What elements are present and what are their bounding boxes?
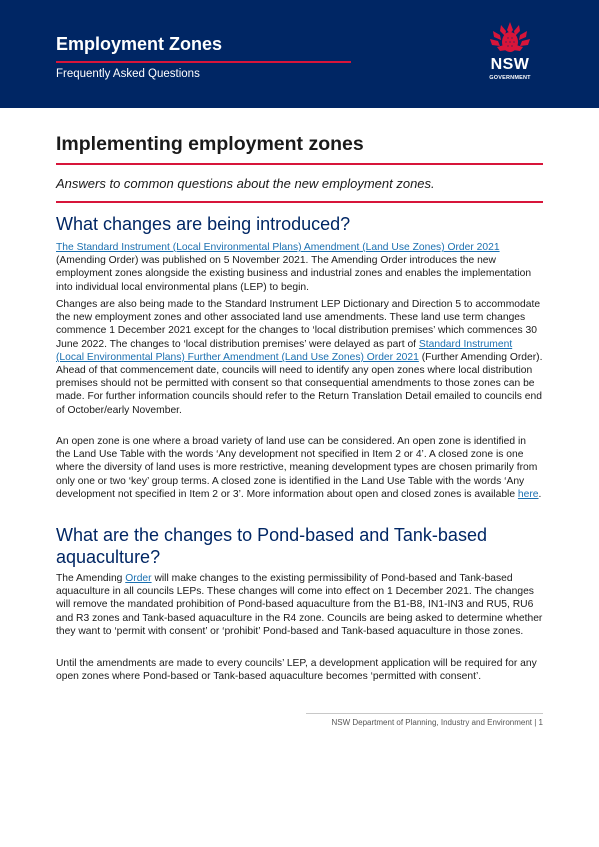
paragraph-text: (Amending Order) was published on 5 November 2021. The Amending Order introduces the new employment zones alongside the existing business and industrial zones and enables the implementation into individual local environmental plans (LEP) to begin.: [56, 255, 532, 293]
logo-subtext: GOVERNMENT: [489, 75, 531, 81]
title-divider: [56, 163, 543, 165]
paragraph-text: Until the amendments are made to every councils’ LEP, a development application will be required for any open zones where Pond-based or Tank-based aquaculture becomes ‘permitted with consent’.: [56, 658, 537, 683]
logo-text: NSW: [490, 56, 530, 73]
nsw-government-logo: [478, 20, 542, 92]
paragraph: [56, 572, 543, 638]
paragraph-text: An open zone is one where a broad variety of land use can be considered. An open zone is identified in the Land Use Table with the words ‘Any development not specified in Item 2 or 4’. A closed zone is one where the diversity of land uses is more restrictive, meaning development types are chosen primarily from only one or two ‘key’ group terms. A closed zone is identified in the Land Use Table with the words ‘Any development not specified in Item 2 or 3’. More information about open and closed zones is available: [56, 436, 538, 500]
paragraph-text: .: [538, 488, 542, 500]
order-link[interactable]: Order: [125, 573, 152, 584]
paragraph: [56, 298, 543, 417]
paragraph-text: Changes are also being made to the Standard Instrument LEP Dictionary and Direction 5 to accommodate the new employment zones and other associated land use amendments. These land use term changes commence 1 December 2021 except for the changes to ‘local distribution premises’ which commences 30 June 2022. The changes to ‘local distribution premises’ were delayed as part of: [56, 299, 541, 350]
open-closed-zones-link[interactable]: here: [517, 488, 539, 500]
paragraph: [56, 435, 543, 501]
section-heading: What changes are being introduced?: [56, 214, 351, 234]
paragraph-text: will make changes to the existing permissibility of Pond-based and Tank-based aquaculture in all councils LEPs. These changes will come into effect on 1 December 2021. The changes will remove the mandated prohibition of Pond-based aquaculture from the B1-B8, IN1-IN3 and RU5, RU6 and R3 zones and Tank-based aquaculture in the R4 zone. Councils are being asked to determine whether they want to ‘permit with consent’ or ‘prohibit’ Pond-based and Tank-based aquaculture in those zones.: [56, 573, 543, 637]
section-heading: What are the changes to Pond-based and Tank-based aquaculture?: [56, 525, 487, 567]
header-banner: [0, 0, 599, 108]
further-amending-order-link[interactable]: Standard Instrument (Local Environmental Plans) Further Amendment (Land Use Zones) Order 2021: [56, 338, 513, 363]
amending-order-link[interactable]: The Standard Instrument (Local Environmental Plans) Amendment (Land Use Zones) Order 2021: [56, 242, 500, 253]
page-title: Implementing employment zones: [56, 133, 364, 155]
paragraph-text: (Further Amending Order). Ahead of that commencement date, councils will need to identify any open zones where local distribution premises should not be permitted with consent so that consequential amendments to those zones can be made. For further information councils should refer to the Return Translation Detail emailed to councils end of October/early November.: [56, 351, 543, 416]
paragraph: [56, 241, 543, 294]
banner-divider: [56, 61, 351, 63]
page-footer: NSW Department of Planning, Industry and Environment | 1: [331, 718, 543, 727]
footer-divider: [306, 713, 543, 714]
subtitle-divider: [56, 201, 543, 203]
page-subtitle: Answers to common questions about the new employment zones.: [56, 176, 435, 191]
banner-subtitle: Frequently Asked Questions: [56, 68, 200, 80]
waratah-icon: [487, 20, 533, 56]
paragraph-text: The Amending: [56, 573, 126, 584]
banner-title: Employment Zones: [56, 34, 223, 54]
paragraph: [56, 657, 543, 683]
